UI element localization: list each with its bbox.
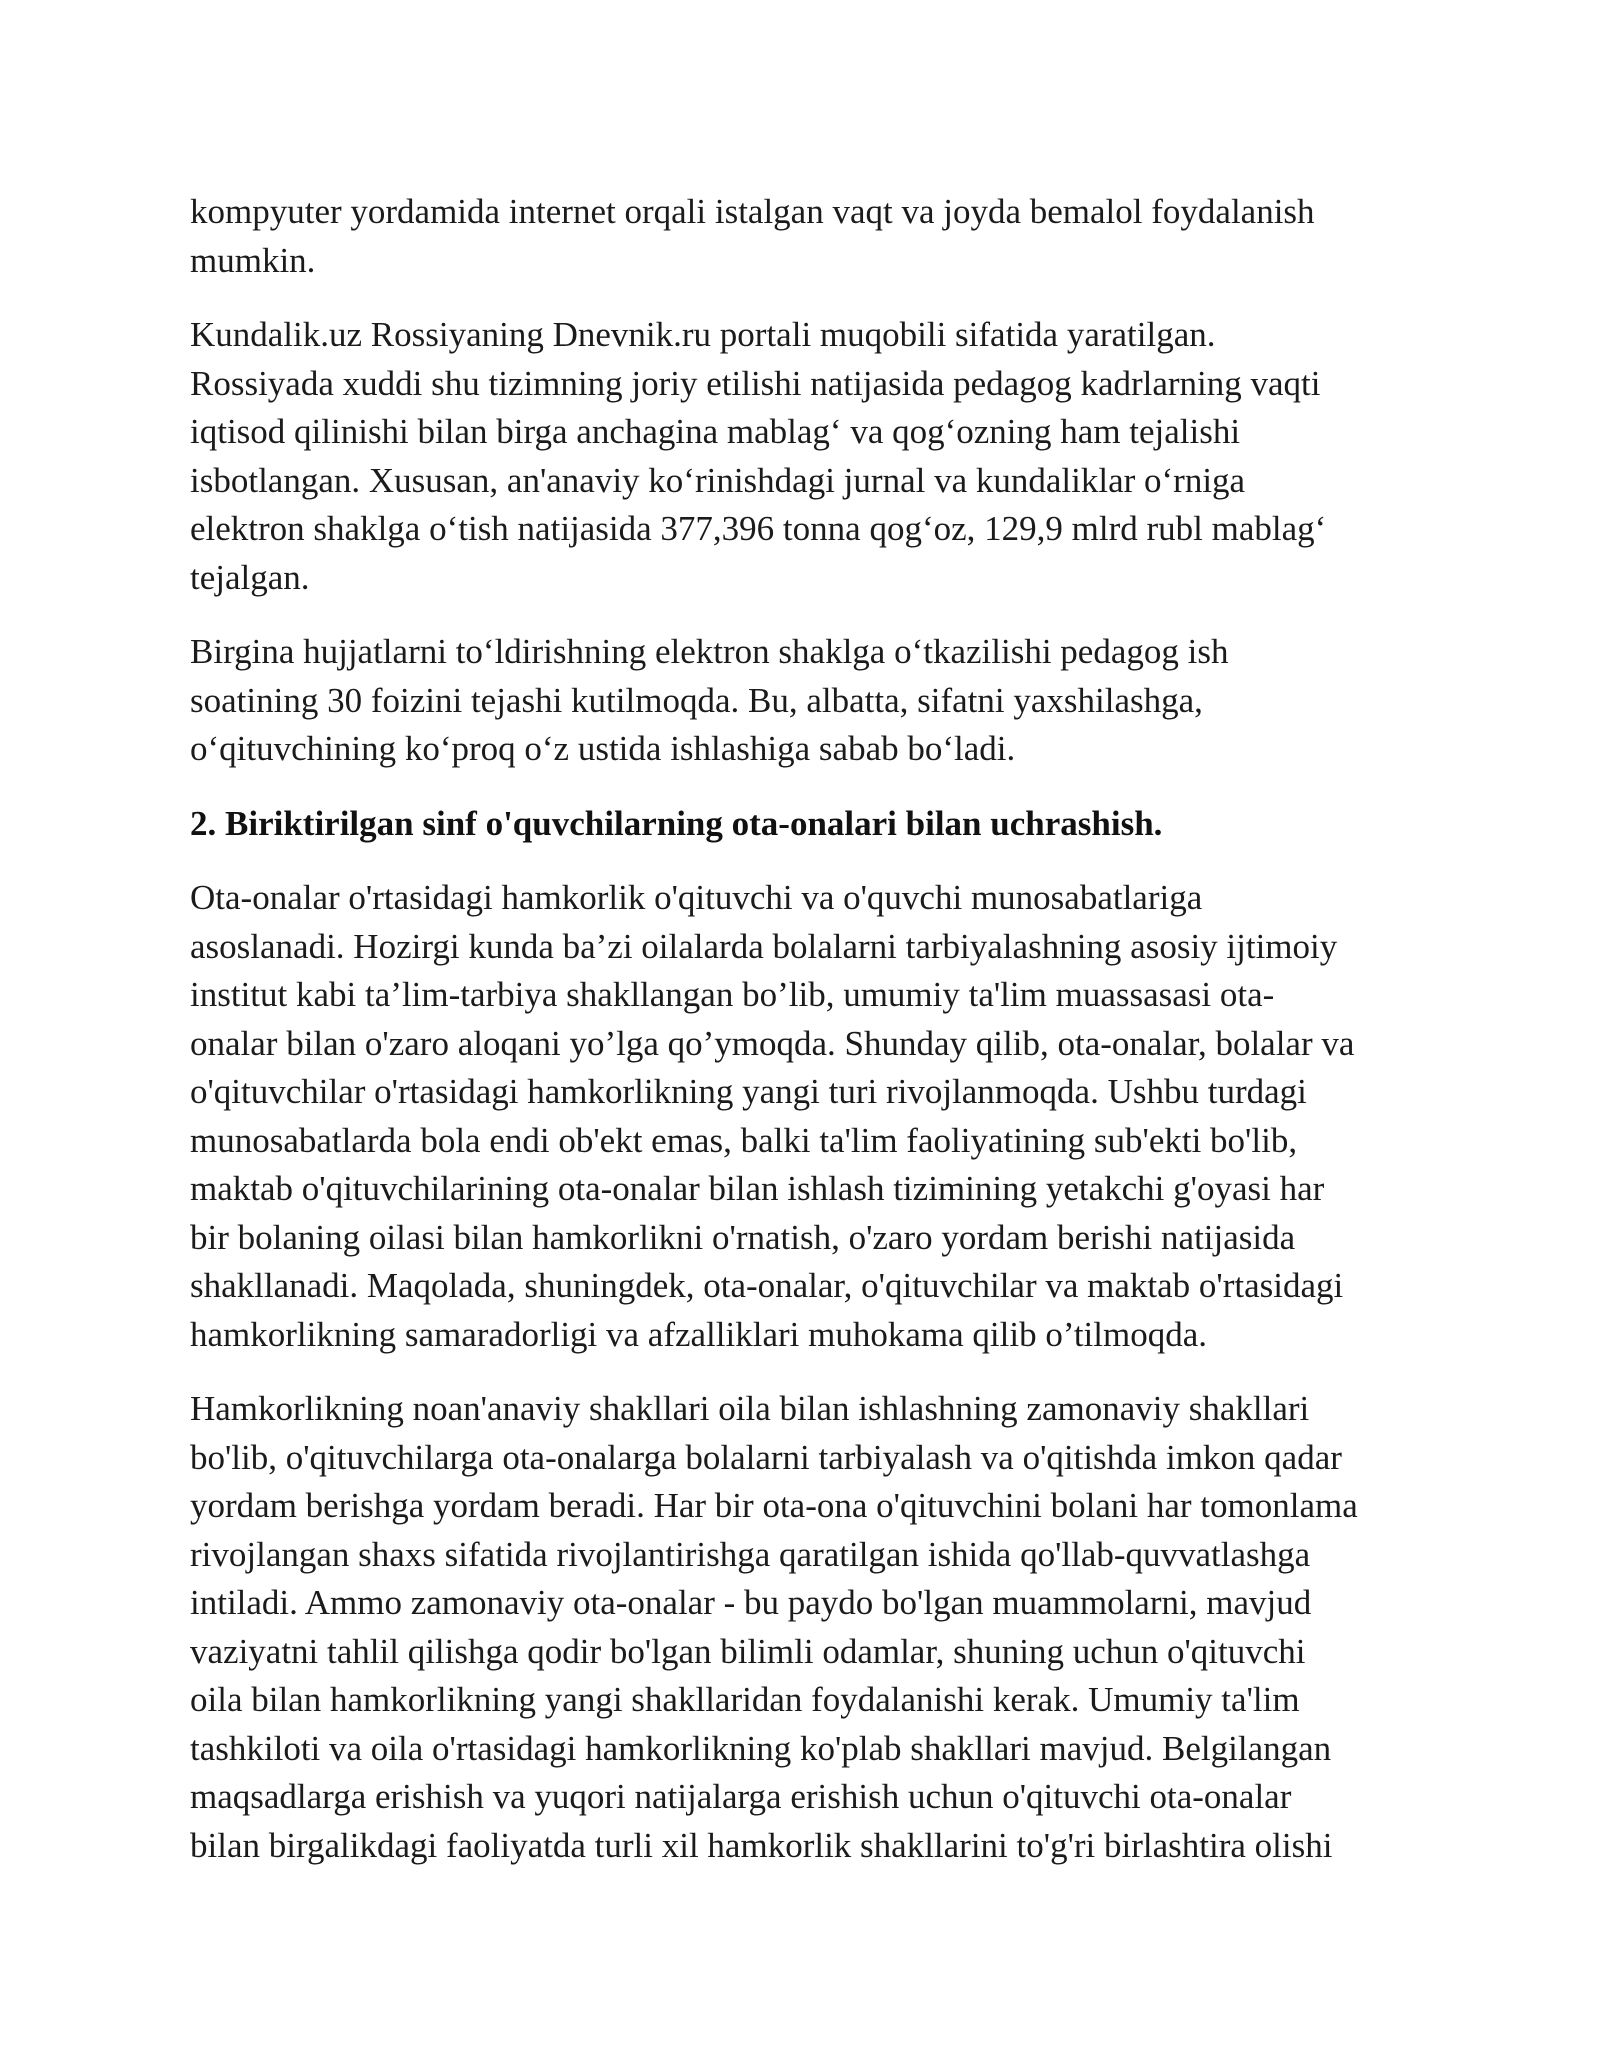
section-heading: 2. Biriktirilgan sinf o'quvchilarning ota-onalari bilan uchrashish. — [190, 803, 1163, 843]
text-line: shakllanadi. Maqolada, shuningdek, ota-onalar, o'qituvchilar va maktab o'rtasidagi — [190, 1266, 1344, 1305]
text-line: kompyuter yordamida internet orqali istalgan vaqt va joyda bemalol foydalanish — [190, 192, 1315, 231]
text-line: maktab o'qituvchilarining ota-onalar bilan ishlash tizimining yetakchi g'oyasi har — [190, 1169, 1325, 1208]
paragraph-ota-onalar — [190, 874, 1420, 1359]
text-line: Hamkorlikning noan'anaviy shakllari oila bilan ishlashning zamonaviy shakllari — [190, 1389, 1310, 1428]
text-line: maqsadlarga erishish va yuqori natijalarga erishish uchun o'qituvchi ota-onalar — [190, 1777, 1292, 1816]
paragraph-hamkorlik — [190, 1385, 1420, 1870]
text-line: Birgina hujjatlarni to‘ldirishning elektron shaklga o‘tkazilishi pedagog ish — [190, 632, 1229, 671]
paragraph-birgina — [190, 628, 1420, 774]
text-line: bilan birgalikdagi faoliyatda turli xil hamkorlik shakllarini to'g'ri birlashtira olishi — [190, 1825, 1333, 1865]
text-line: o'qituvchilar o'rtasidagi hamkorlikning yangi turi rivojlanmoqda. Ushbu turdagi — [190, 1072, 1307, 1111]
text-line: hamkorlikning samaradorligi va afzalliklari muhokama qilib o’tilmoqda. — [190, 1314, 1208, 1354]
paragraph-kundalik — [190, 311, 1420, 602]
text-line: vaziyatni tahlil qilishga qodir bo'lgan bilimli odamlar, shuning uchun o'qituvchi — [190, 1631, 1306, 1671]
text-line: elektron shaklga o‘tish natijasida 377,396 tonna qog‘oz, 129,9 mlrd rubl mablag‘ — [190, 509, 1327, 548]
document-body — [190, 188, 1420, 1896]
text-line: isbotlangan. Xususan, an'anaviy ko‘rinishdagi jurnal va kundaliklar o‘rniga — [190, 460, 1246, 500]
text-line: bo'lib, o'qituvchilarga ota-onalarga bolalarni tarbiyalash va o'qitishda imkon qadar — [190, 1437, 1342, 1477]
text-line: mumkin. — [190, 240, 316, 280]
text-line: tejalgan. — [190, 557, 310, 597]
text-line: munosabatlarda bola endi ob'ekt emas, balki ta'lim faoliyatining sub'ekti bo'lib, — [190, 1120, 1298, 1160]
text-line: asoslanadi. Hozirgi kunda ba’zi oilalarda bolalarni tarbiyalashning asosiy ijtimoiy — [190, 926, 1338, 966]
text-line: Rossiyada xuddi shu tizimning joriy etilishi natijasida pedagog kadrlarning vaqti — [190, 363, 1321, 403]
text-line: onalar bilan o'zaro aloqani yo’lga qo’ymoqda. Shunday qilib, ota-onalar, bolalar va — [190, 1023, 1355, 1063]
text-line: bir bolaning oilasi bilan hamkorlikni o'rnatish, o'zaro yordam berishi natijasida — [190, 1217, 1296, 1257]
text-line: yordam berishga yordam beradi. Har bir ota-ona o'qituvchini bolani har tomonlama — [190, 1486, 1358, 1525]
text-line: Kundalik.uz Rossiyaning Dnevnik.ru portali muqobili sifatida yaratilgan. — [190, 315, 1216, 354]
text-line: iqtisod qilinishi bilan birga anchagina mablag‘ va qog‘ozning ham tejalishi — [190, 412, 1241, 451]
text-line: institut kabi ta’lim-tarbiya shakllangan bo’lib, umumiy ta'lim muassasasi ota- — [190, 975, 1275, 1014]
text-line: rivojlangan shaxs sifatida rivojlantirishga qaratilgan ishida qo'llab-quvvatlashga — [190, 1534, 1311, 1574]
text-line: Ota-onalar o'rtasidagi hamkorlik o'qituvchi va o'quvchi munosabatlariga — [190, 878, 1203, 917]
text-line: oila bilan hamkorlikning yangi shakllaridan foydalanishi kerak. Umumiy ta'lim — [190, 1680, 1300, 1719]
text-line: soatining 30 foizini tejashi kutilmoqda. Bu, albatta, sifatni yaxshilashga, — [190, 680, 1203, 720]
paragraph-kompyuter — [190, 188, 1420, 285]
text-line: intiladi. Ammo zamonaviy ota-onalar - bu paydo bo'lgan muammolarni, mavjud — [190, 1583, 1312, 1622]
text-line: tashkiloti va oila o'rtasidagi hamkorlikning ko'plab shakllari mavjud. Belgilangan — [190, 1728, 1332, 1768]
text-line: o‘qituvchining ko‘proq o‘z ustida ishlashiga sabab bo‘ladi. — [190, 729, 1016, 768]
